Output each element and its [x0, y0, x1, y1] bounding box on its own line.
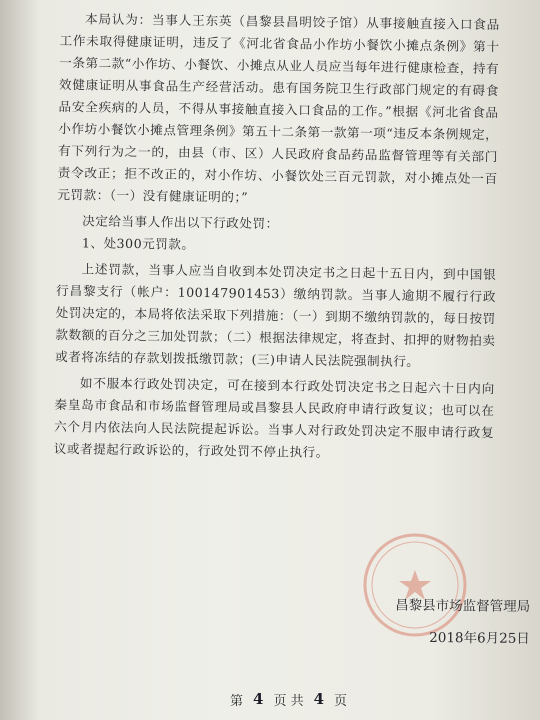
decision-intro-paragraph: 决定给当事人作出以下行政处罚：	[82, 213, 279, 232]
total-page-count: 4	[313, 690, 325, 708]
page-footer	[230, 690, 430, 709]
footer-prefix: 第	[230, 694, 244, 709]
signature-block	[350, 589, 531, 655]
current-page-number: 4	[253, 690, 264, 708]
appeal-rights-paragraph: 如不服本行政处罚决定，可在接到本行政处罚决定书之日起六十日内向秦皇岛市食品和市场监督管理局或昌黎县人民政府申请行政复议；也可以在六个月内依法向人民法院提起诉讼。当事人对行政处罚决定不服申请行政复议或者提起行政诉讼的，行政处罚不停止执行。	[53, 375, 495, 460]
footer-suffix: 页	[334, 694, 348, 709]
legal-basis-paragraph: 本局认为：当事人王东英（昌黎县昌明饺子馆）从事接触直接入口食品工作未取得健康证明，违反了《河北省食品小作坊小餐饮小摊点条例》第十一条第二款“小作坊、小餐饮、小摊点从业人员应当每年进行健康检查，持有效健康证明从事食品生产经营活动。患有国务院卫生行政部门规定的有碍食品安全疾病的人员，不得从事接触直接入口食品的工作。”根据《河北省食品小作坊小餐饮小摊点管理条例》第五十二条第一款第一项“违反本条例规定，有下列行为之一的，由县（市、区）人民政府食品药品监督管理等有关部门责令改正；拒不改正的，对小作坊、小餐饮处三百元罚款，对小摊点处一百元罚款：（一）没有健康证明的；”	[57, 11, 500, 205]
page-shadow	[0, 0, 40, 720]
footer-middle: 页 共	[273, 694, 304, 709]
decision-body	[54, 8, 500, 466]
payment-instructions-paragraph: 上述罚款，当事人应当自收到本处罚决定书之日起十五日内，到中国银行昌黎支行（帐户：100147901453）缴纳罚款。当事人逾期不履行行政处罚决定的，本局将依法采取下列措施：（一）到期不缴纳罚款的，每日按罚款数额的百分之三加处罚款；（二）根据法律规定，将查封、扣押的财物拍卖或者将冻结的存款划拨抵缴罚款；(三)申请人民法院强制执行。	[55, 261, 497, 370]
issue-date: 2018年6月25日	[429, 629, 530, 647]
penalty-item: 1、处300元罚款。	[81, 235, 195, 252]
issuing-authority: 昌黎县市场监督管理局	[395, 597, 531, 615]
